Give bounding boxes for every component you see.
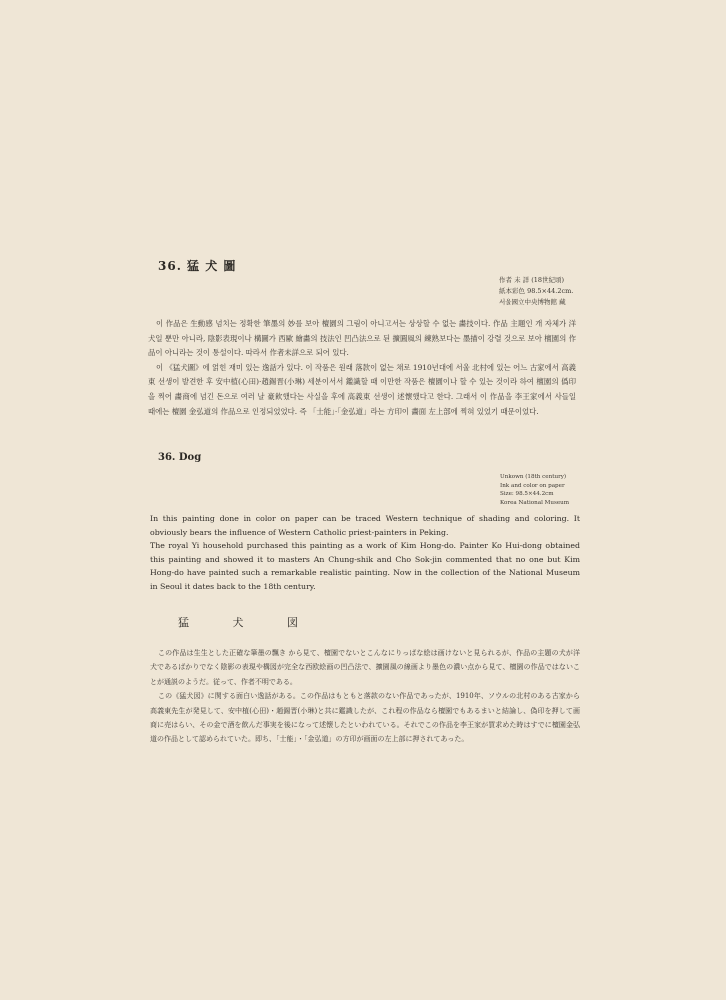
japanese-title: 猛 犬 図: [178, 616, 318, 629]
english-meta-author: Unkown (18th century): [500, 474, 567, 480]
korean-metadata: [499, 275, 679, 308]
japanese-body: [150, 646, 580, 747]
japanese-paragraph: この作品は生生とした正確な筆墨の飄き から見て、檀園でないとこんなにりっぱな絵は画けないと見られるが、作品の主題の犬が洋犬であるばかりでなく陰影の表現や構図が完全な西欧絵画の凹凸法で、擴園風の線画より墨色の濃い点から見て、檀園の作品ではないことが通説のようだ。従って、作者不明である。: [150, 649, 580, 686]
korean-meta-collection: 서울國立中央博物館 藏: [499, 298, 566, 306]
korean-paragraph: 이 作品은 生動感 넘치는 정확한 筆墨의 妙를 보아 檀園의 그림이 아니고서는 상상할 수 없는 畵技이다. 作品 主題인 개 자체가 洋犬일 뿐만 아니라, 陰影表現이나 構圖가 西歐 繪畵의 技法인 凹凸法으로 된 擴圓風의 練熟보다는 墨描이 강렬 것으로 보아 檀園의 作品이 아니라는 것이 통설이다. 따라서 作者未詳으로 되어 있다.: [148, 319, 576, 358]
english-meta-size: Size: 98.5×44.2cm: [500, 491, 554, 498]
korean-title: 36. 猛 犬 圖: [158, 259, 237, 273]
korean-meta-medium: 紙本彩色 98.5×44.2cm.: [499, 287, 574, 295]
korean-body: [148, 317, 576, 419]
english-meta-collection: Korea National Museum: [500, 499, 570, 506]
english-body: [150, 512, 580, 594]
japanese-paragraph: この《猛犬図》に関する面白い逸話がある。この作品はもともと落款のない作品であったが、1910年、ソウルの北村のある古家から高義東先生が発見して、安中植(心田)・趙錫晋(小琳)と共に鑑識したが、これ程の作品なら檀園でもあるまいと結論し、偽印を押して画商に売はらい、その金で酒を飲んだ事実を後になって述懐したといわれている。それでこの作品を李王家が買求めた時はすでに檀園金弘道の作品として認められていた。即ち、「士能」・「金弘道」の方印が画面の左上部に押されてあった。: [150, 692, 580, 744]
english-paragraph: The royal Yi household purchased this painting as a work of Kim Hong-do. Painter Ko Hui-dong obtained this painting and showed it to masters An Chung-shik and Cho Sok-jin commented that no one but Kim Hong-do have painted such a remarkable realistic painting. Now in the collection of the National Museum in Seoul it dates back to the 18th century.: [150, 541, 580, 591]
english-paragraph: In this painting done in color on paper can be traced Western technique of shading and coloring. It obviously bears the influence of Western Catholic priest-painters in Peking.: [150, 514, 580, 537]
english-metadata: [500, 473, 680, 507]
english-meta-medium: Ink and color on paper: [500, 482, 565, 489]
korean-paragraph: 이 《猛犬圖》에 얽힌 재미 있는 逸話가 있다. 이 작품은 원래 落款이 없는 채로 1910년대에 서울 北村에 있는 어느 古家에서 高義東 선생이 발견한 후 安中植(心田)·趙錫晋(小琳) 세분이서서 鑑識할 때 이만한 작품은 檀園이나 할 수 있는 것이라 하여 檀園의 僞印을 찍어 畵商에 넘긴 돈으로 여러 날 豪飮했다는 사실을 후에 高義東 선생이 述懷했다고 한다. 그래서 이 作品을 李王家에서 사들일 때에는 檀園 金弘道의 作品으로 인정되었었다. 즉 「士能」·「金弘道」라는 方印이 畵面 左上部에 찍혀 있었기 때문이었다.: [148, 362, 576, 416]
english-title: 36. Dog: [158, 452, 202, 463]
korean-meta-author: 作者 未 詳 (18世紀頃): [499, 276, 565, 284]
